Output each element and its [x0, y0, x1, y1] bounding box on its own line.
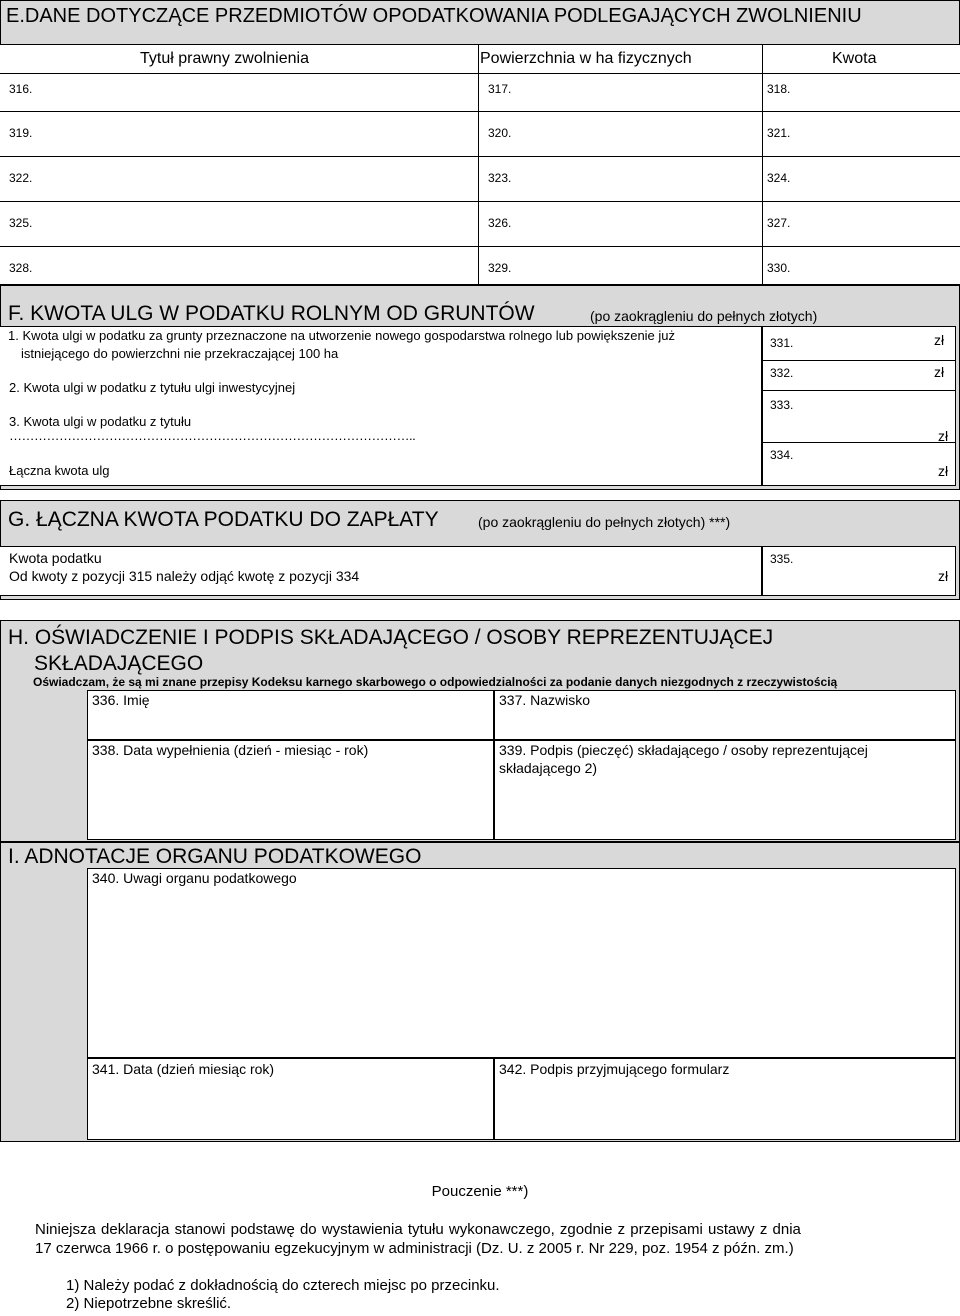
g-label1: Kwota podatku — [9, 550, 102, 566]
f-item1-line1: 1. Kwota ulgi w podatku za grunty przeznaczone na utworzenie nowego gospodarstwa rolnego lub powiększenie już — [8, 328, 676, 343]
pouczenie-title: Pouczenie ***) — [431, 1183, 529, 1200]
h-declaration: Oświadczam, że są mi znane przepisy Kodeksu karnego skarbowego o odpowiedzialności za podanie danych niezgodnych z rzeczywistością — [33, 675, 838, 689]
section-h-title-line2: SKŁADAJĄCEGO — [34, 652, 204, 675]
field-332[interactable]: 332. — [770, 366, 794, 380]
field-323[interactable]: 323. — [488, 171, 512, 185]
section-g-title: G. ŁĄCZNA KWOTA PODATKU DO ZAPŁATY — [8, 508, 439, 531]
field-342-label: 342. Podpis przyjmującego formularz — [499, 1061, 730, 1077]
section-h-title-line1: H. OŚWIADCZENIE I PODPIS SKŁADAJĄCEGO / OSOBY REPREZENTUJĄCEJ — [8, 626, 774, 649]
field-333[interactable]: 333. — [770, 398, 794, 412]
field-322[interactable]: 322. — [9, 171, 33, 185]
field-330[interactable]: 330. — [767, 261, 791, 275]
field-329[interactable]: 329. — [488, 261, 512, 275]
f-item2: 2. Kwota ulgi w podatku z tytułu ulgi inwestycyjnej — [9, 380, 296, 395]
field-326[interactable]: 326. — [488, 216, 512, 230]
field-319[interactable]: 319. — [9, 126, 33, 140]
field-331[interactable]: 331. — [770, 336, 794, 350]
currency-335: zł — [938, 568, 949, 584]
pouczenie-text-line1: Niniejsza deklaracja stanowi podstawę do wystawienia tytułu wykonawczego, zgodnie z przepisami ustawy z dnia — [35, 1221, 801, 1238]
currency-331: zł — [934, 332, 945, 348]
column-header-area: Powierzchnia w ha fizycznych — [480, 50, 692, 67]
section-g-note: (po zaokrągleniu do pełnych złotych) ***) — [478, 514, 731, 530]
field-335[interactable]: 335. — [770, 552, 794, 566]
field-339-label-line1: 339. Podpis (pieczęć) składającego / osoby reprezentującej — [499, 742, 868, 758]
f-total: Łączna kwota ulg — [9, 463, 110, 478]
field-321[interactable]: 321. — [767, 126, 791, 140]
pouczenie-text-line2: 17 czerwca 1966 r. o postępowaniu egzekucyjnym w administracji (Dz. U. z 2005 r. Nr 229, poz. 1954 z późn. zm.) — [35, 1240, 794, 1257]
section-e-table — [0, 44, 960, 285]
f-item3: 3. Kwota ulgi w podatku z tytułu — [9, 414, 192, 429]
field-337-label: 337. Nazwisko — [499, 692, 591, 708]
field-317[interactable]: 317. — [488, 82, 512, 96]
field-336-label: 336. Imię — [92, 692, 150, 708]
g-label2: Od kwoty z pozycji 315 należy odjąć kwotę z pozycji 334 — [9, 568, 360, 584]
field-318[interactable]: 318. — [767, 82, 791, 96]
field-334[interactable]: 334. — [770, 448, 794, 462]
footnote-2: 2) Niepotrzebne skreślić. — [66, 1295, 232, 1312]
field-327[interactable]: 327. — [767, 216, 791, 230]
section-f-note: (po zaokrągleniu do pełnych złotych) — [590, 308, 818, 324]
field-320[interactable]: 320. — [488, 126, 512, 140]
column-header-title: Tytuł prawny zwolnienia — [140, 50, 309, 67]
field-341-label: 341. Data (dzień miesiąc rok) — [92, 1061, 275, 1077]
field-316[interactable]: 316. — [9, 82, 33, 96]
field-340-box[interactable] — [87, 868, 956, 1058]
field-328[interactable]: 328. — [9, 261, 33, 275]
currency-332: zł — [934, 364, 945, 380]
field-324[interactable]: 324. — [767, 171, 791, 185]
section-f-title: F. KWOTA ULG W PODATKU ROLNYM OD GRUNTÓW — [8, 302, 535, 325]
field-340-label: 340. Uwagi organu podatkowego — [92, 870, 297, 886]
currency-333: zł — [938, 428, 949, 444]
field-338-label: 338. Data wypełnienia (dzień - miesiąc - rok) — [92, 742, 369, 758]
currency-334: zł — [938, 463, 949, 479]
column-header-amount: Kwota — [832, 50, 877, 67]
section-e-title: E.DANE DOTYCZĄCE PRZEDMIOTÓW OPODATKOWANIA PODLEGAJĄCYCH ZWOLNIENIU — [6, 5, 862, 27]
footnote-1: 1) Należy podać z dokładnością do czterech miejsc po przecinku. — [66, 1277, 500, 1294]
field-325[interactable]: 325. — [9, 216, 33, 230]
f-item1-line2: istniejącego do powierzchni nie przekraczającej 100 ha — [21, 346, 339, 361]
field-339-label-line2: składającego 2) — [499, 760, 598, 776]
f-item3-dots[interactable]: …………………………………………………………………………………….. — [9, 428, 416, 443]
section-i-title: I. ADNOTACJE ORGANU PODATKOWEGO — [8, 845, 422, 868]
